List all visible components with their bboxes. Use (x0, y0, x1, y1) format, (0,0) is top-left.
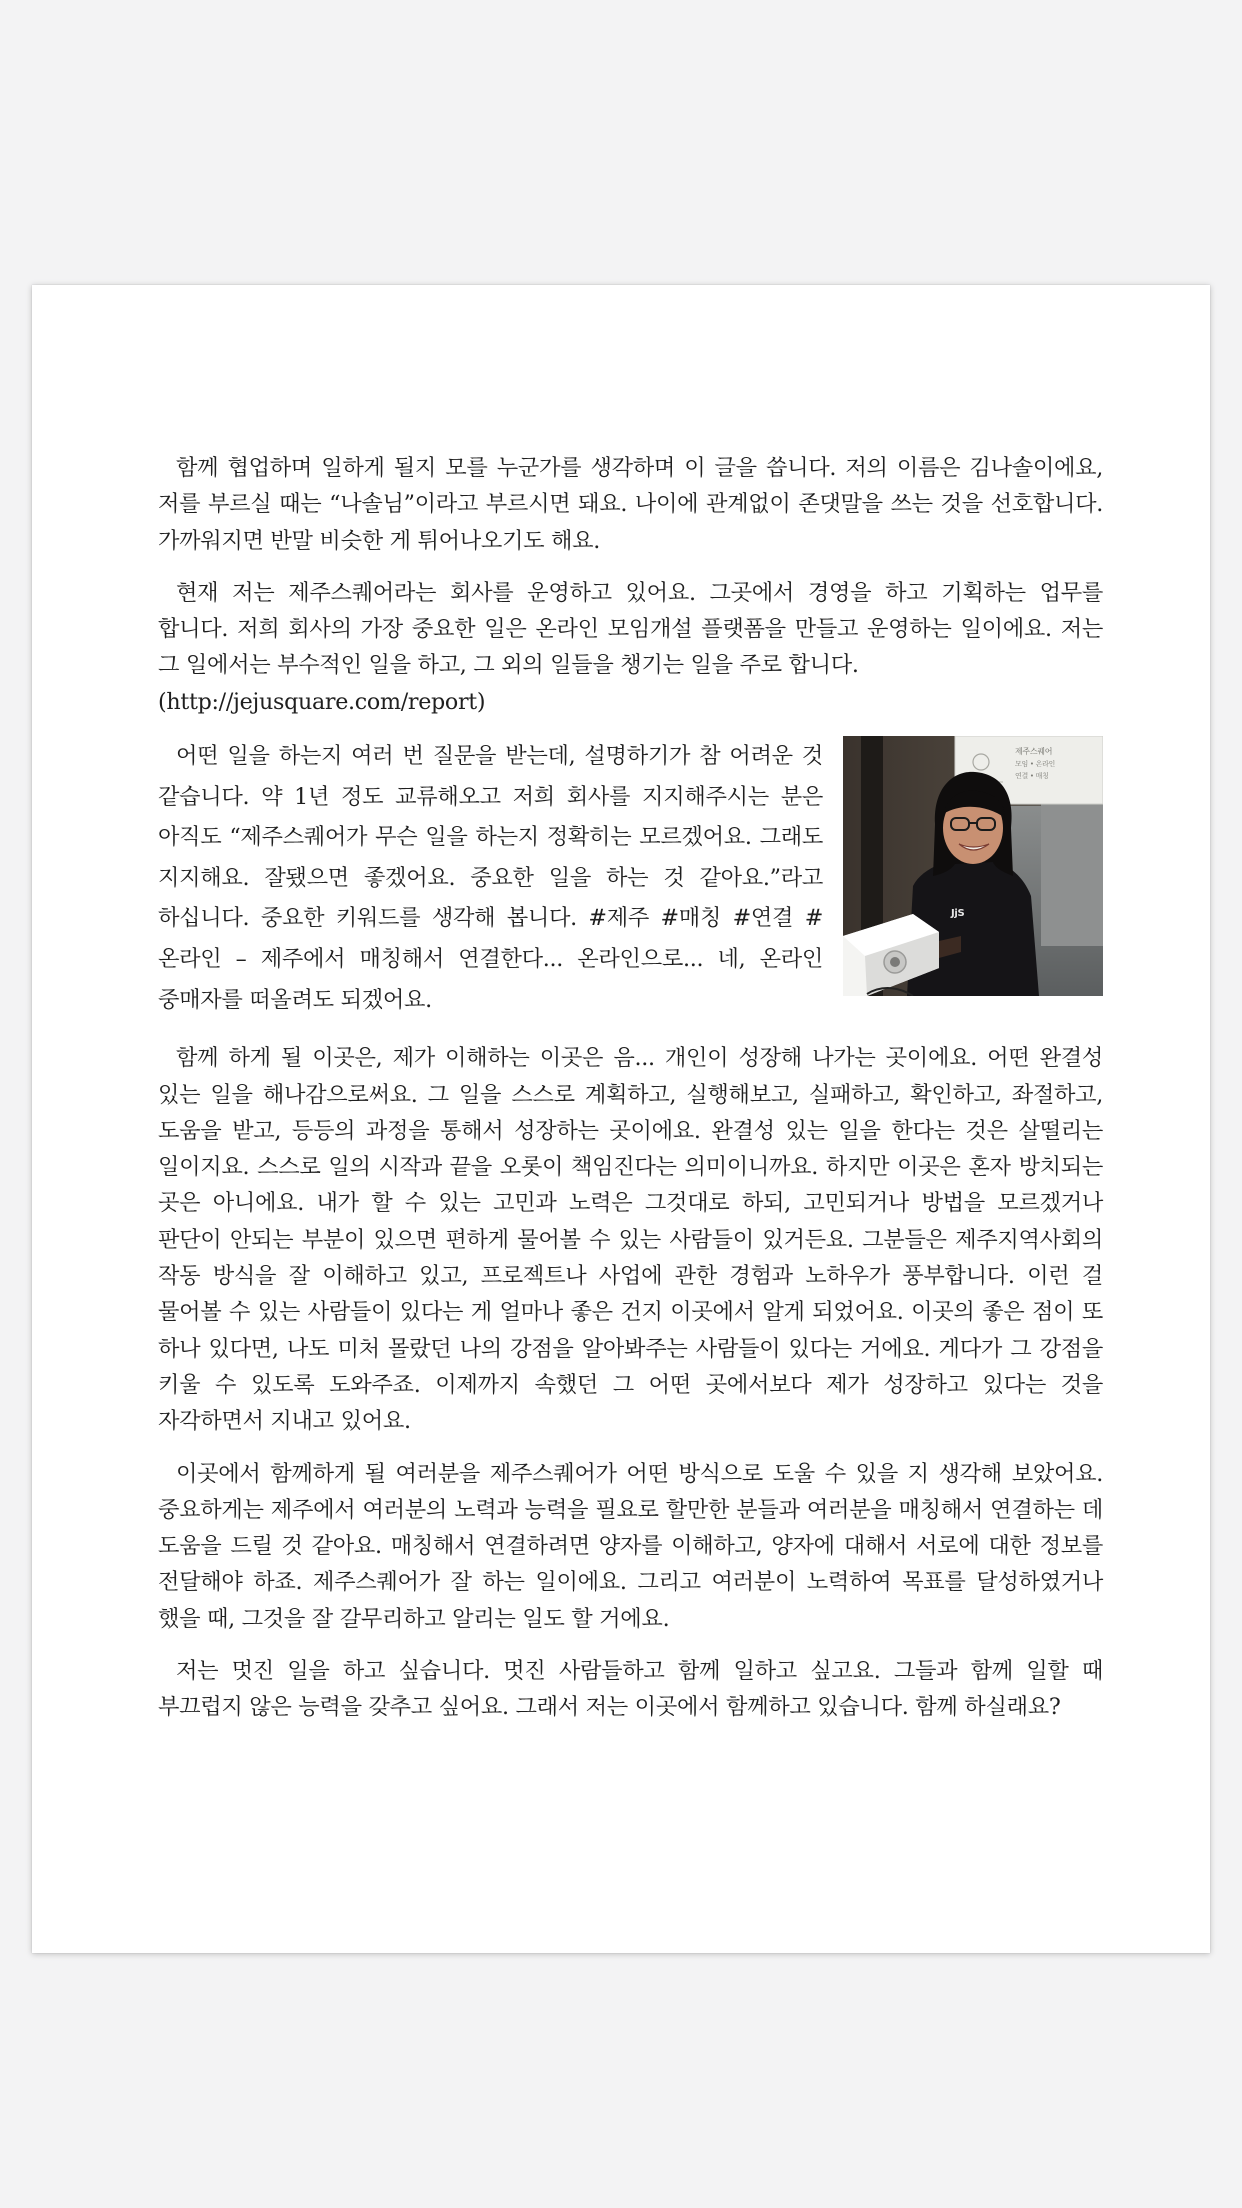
shirt-logo: JjS (951, 908, 965, 920)
author-photo-illustration (843, 736, 1103, 996)
slide-line-1: 제주스퀘어 (1015, 747, 1053, 757)
paragraph-company (158, 575, 1103, 720)
document-page (32, 285, 1210, 1953)
slide-line-2: 모임 • 온라인 (1015, 760, 1055, 769)
paragraph-closing: 저는 멋진 일을 하고 싶습니다. 멋진 사람들하고 함께 일하고 싶고요. 그들과 함께 일할 때 부끄럽지 않은 능력을 갖추고 싶어요. 그래서 저는 이곳에서 함께하고 있습니다. 함께 하실래요? (158, 1657, 1103, 1721)
author-photo (843, 736, 1103, 996)
paragraph-company-text: 현재 저는 제주스퀘어라는 회사를 운영하고 있어요. 그곳에서 경영을 하고 기획하는 업무를 합니다. 저희 회사의 가장 중요한 일은 온라인 모임개설 플랫폼을 만들고 운영하는 일이에요. 저는 그 일에서는 부수적인 일을 하고, 그 외의 일들을 챙기는 일을 주로 합니다. (158, 579, 1103, 679)
paragraph-how-we-help: 이곳에서 함께하게 될 여러분을 제주스퀘어가 어떤 방식으로 도울 수 있을 지 생각해 보았어요. 중요하게는 제주에서 여러분의 노력과 능력을 필요로 할만한 분들과 여러분을 매칭해서 연결하는 데 도움을 드릴 것 같아요. 매칭해서 연결하려면 양자를 이해하고, 양자에 대해서 서로에 대한 정보를 전달해야 하죠. 제주스퀘어가 잘 하는 일이에요. 그리고 여러분이 노력하여 목표를 달성하였거나 했을 때, 그것을 잘 갈무리하고 알리는 일도 할 거에요. (158, 1460, 1103, 1632)
page-content (158, 450, 1103, 1742)
paragraph-intro: 함께 협업하며 일하게 될지 모를 누군가를 생각하며 이 글을 씁니다. 저의 이름은 김나솔이에요, 저를 부르실 때는 “나솔님”이라고 부르시면 돼요. 나이에 관계없이 존댓말을 쓰는 것을 선호합니다. 가까워지면 반말 비슷한 게 튀어나오기도 해요. (158, 455, 1103, 554)
paragraph-about-place: 함께 하게 될 이곳은, 제가 이해하는 이곳은 음... 개인이 성장해 나가는 곳이에요. 어떤 완결성 있는 일을 해나감으로써요. 그 일을 스스로 계획하고, 실행해보고, 실패하고, 확인하고, 좌절하고, 도움을 받고, 등등의 과정을 통해서 성장하는 곳이에요. 완결성 있는 일을 한다는 것은 살떨리는 일이지요. 스스로 일의 시작과 끝을 오롯이 책임진다는 의미이니까요. 하지만 이곳은 혼자 방치되는 곳은 아니에요. 내가 할 수 있는 고민과 노력은 그것대로 하되, 고민되거나 방법을 모르겠거나 판단이 안되는 부분이 있으면 편하게 물어볼 수 있는 사람들이 있거든요. 그분들은 제주지역사회의 작동 방식을 잘 이해하고 있고, 프로젝트나 사업에 관한 경험과 노하우가 풍부합니다. 이런 걸 물어볼 수 있는 사람들이 있다는 게 얼마나 좋은 건지 이곳에서 알게 되었어요. 이곳의 좋은 점이 또 하나 있다면, 나도 미처 몰랐던 나의 강점을 알아봐주는 사람들이 있다는 거에요. 게다가 그 강점을 키울 수 있도록 도와주죠. 이제까지 속했던 그 어떤 곳에서보다 제가 성장하고 있다는 것을 자각하면서 지내고 있어요. (158, 1045, 1103, 1435)
photo-section (158, 736, 1103, 1020)
report-url[interactable]: (http://jejusquare.com/report) (158, 688, 486, 715)
slide-line-3: 연결 • 매칭 (1015, 772, 1049, 781)
paragraph-what-we-do: 어떤 일을 하는지 여러 번 질문을 받는데, 설명하기가 참 어려운 것 같습니다. 약 1년 정도 교류해오고 저희 회사를 지지해주시는 분은 아직도 “제주스퀘어가 무슨 일을 하는지 정확히는 모르겠어요. 그래도 지지해요. 잘됐으면 좋겠어요. 중요한 일을 하는 것 같아요.”라고 하십니다. 중요한 키워드를 생각해 봅니다. #제주 #매칭 #연결 #온라인 – 제주에서 매칭해서 연결한다... 온라인으로... 네, 온라인 중매자를 떠올려도 되겠어요. (158, 743, 823, 1013)
